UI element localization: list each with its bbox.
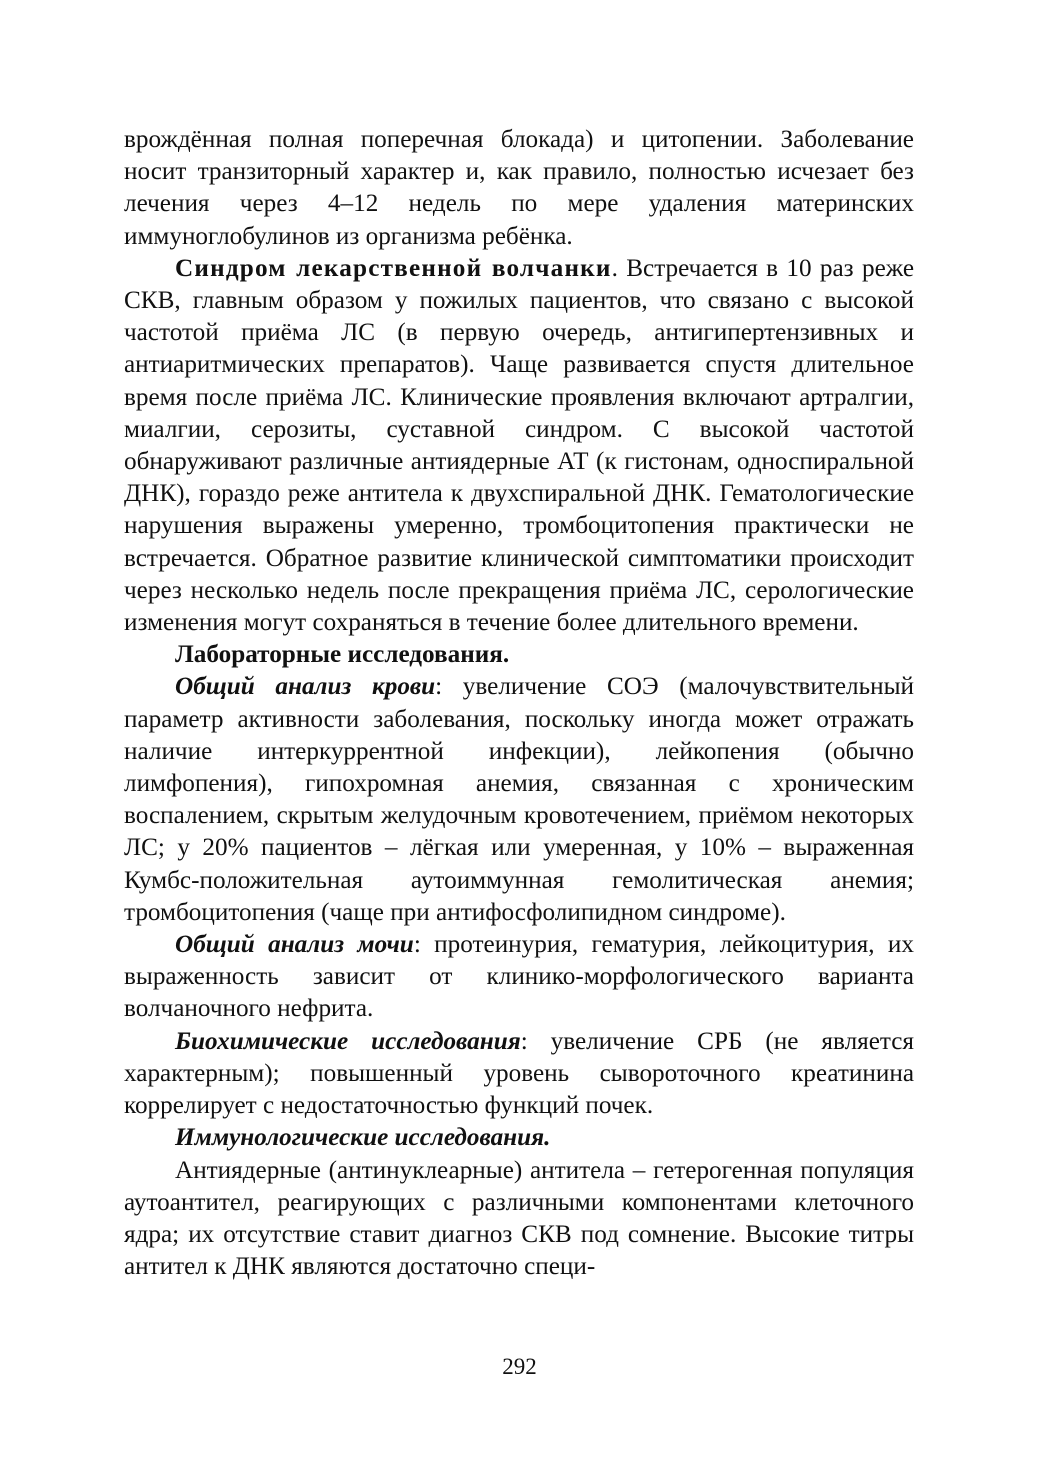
page-number: 292 [502,1354,537,1379]
paragraph-drug-lupus [124,253,914,639]
paragraph-text: : протеинурия, гематурия, лейкоцитурия, их выраженность зависит от клинико-морфологического варианта волчаночного нефрита. [124,931,914,1023]
paragraph-lab-heading [124,639,914,671]
subheading-urine-test: Общий анализ мочи [175,931,414,959]
section-heading-lab-tests: Лабораторные исследования. [175,641,510,669]
subheading-immunology: Иммунологические исследования. [175,1124,551,1152]
paragraph-continuation [124,124,914,253]
paragraph-text: : увеличение СОЭ (малочувствительный параметр активности заболевания, поскольку иногда может отражать наличие интеркуррентной инфекции), лейкопения (обычно лимфопения), гипохромная анемия, связанная с хроническим воспалением, скрытым желудочным кровотечением, приёмом некоторых ЛС; у 20% пациентов – лёгкая или умеренная, у 10% – выраженная Кумбс-положительная аутоиммунная гемолитическая анемия; тромбоцитопения (чаще при антифосфолипидном синдроме). [124,673,914,926]
subheading-biochemistry: Биохимические исследования [175,1027,521,1055]
body-text [124,124,914,1283]
paragraph-text: : увеличение СРБ (не является характерным); повышенный уровень сывороточного креатинина коррелирует с недостаточностью функций почек. [124,1027,914,1120]
paragraph-text: врождённая полная поперечная блокада) и цитопении. Заболевание носит транзиторный характер и, как правило, полностью исчезает без лечения через 4–12 недель по мере удаления материнских иммуноглобулинов из организма ребёнка. [124,126,914,250]
paragraph-text: . Встречается в 10 раз реже СКВ, главным образом у пожилых пациентов, что связано с высокой частотой приёма ЛС (в первую очередь, антигипертензивных и антиаритмических препаратов). Чаще развивается спустя длительное время после приёма ЛС. Клинические проявления включают артралгии, миалгии, серозиты, суставной синдром. С высокой частотой обнаруживают различные антиядерные АТ (к гистонам, односпиральной ДНК), гораздо реже антитела к двухспиральной ДНК. Гематологические нарушения выражены умеренно, тромбоцитопения практически не встречается. Обратное развитие клинической симптоматики происходит через несколько недель после прекращения приёма ЛС, серологические изменения могут сохраняться в течение более длительного времени. [124,254,914,637]
section-heading-drug-lupus: Синдром лекарственной волчанки [175,254,612,282]
paragraph-biochemistry [124,1026,914,1123]
paragraph-urine-test [124,929,914,1026]
paragraph-antinuclear [124,1155,914,1284]
subheading-blood-test: Общий анализ крови [175,673,436,701]
paragraph-blood-test [124,671,914,929]
paragraph-immunology-heading [124,1122,914,1154]
paragraph-text: Антиядерные (антинуклеарные) антитела – гетерогенная популяция аутоантител, реагирующих с различными компонентами клеточного ядра; их отсутствие ставит диагноз СКВ под сомнение. Высокие титры антител к ДНК являются достаточно специ- [124,1156,914,1281]
